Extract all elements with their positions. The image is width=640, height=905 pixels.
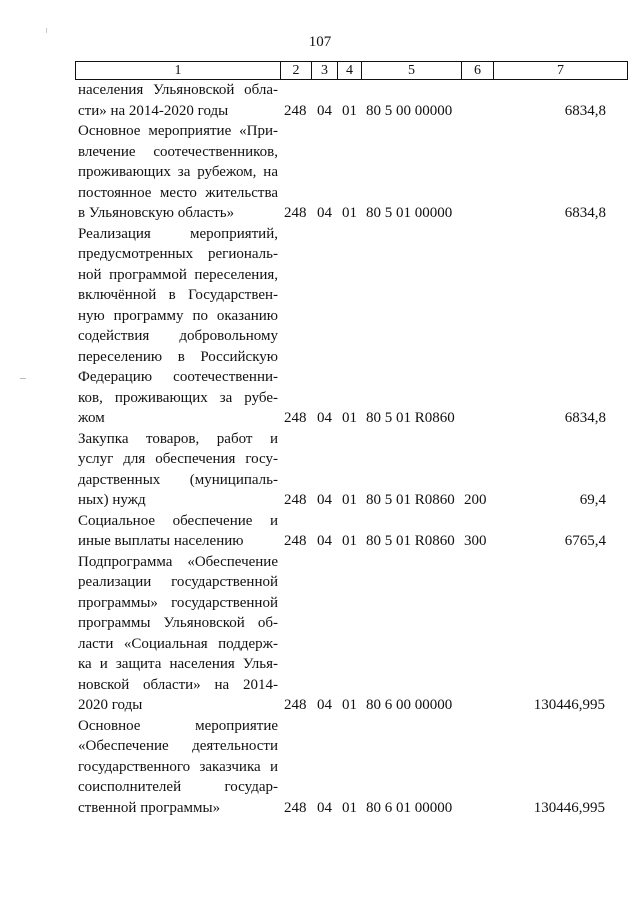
scan-artifact (46, 28, 47, 33)
description-line: «Обеспечение деятельности (78, 738, 278, 754)
target-article-code: 80 5 01 R0860 (366, 410, 455, 426)
ministry-code: 248 (284, 799, 307, 816)
table-row (0, 121, 640, 224)
target-article-code: 80 6 01 00000 (366, 799, 453, 816)
description-line: реализации государственной (78, 574, 278, 590)
subsection-code: 01 (342, 205, 357, 221)
table-row (0, 224, 640, 429)
column-header-2: 2 (281, 62, 312, 80)
column-header-1: 1 (76, 62, 281, 80)
row-description (78, 224, 278, 429)
row-values (0, 531, 640, 552)
target-article-code: 80 5 00 00000 (366, 102, 453, 119)
section-code: 04 (317, 799, 332, 816)
description-line: ственной программы» (78, 799, 221, 816)
section-code: 04 (317, 492, 332, 508)
subsection-code: 01 (342, 799, 357, 816)
description-line: Социальное обеспечение и (78, 512, 278, 529)
description-line: Основное мероприятие (78, 717, 278, 734)
subsection-code: 01 (342, 697, 357, 713)
subsection-code: 01 (342, 492, 357, 508)
column-header-5: 5 (362, 62, 462, 80)
amount: 6834,8 (564, 205, 606, 221)
description-line: предусмотренных региональ- (78, 246, 278, 262)
column-header-6: 6 (462, 62, 494, 80)
expense-type-code: 200 (464, 492, 487, 508)
description-line: услуг для обеспечения госу- (78, 451, 278, 467)
description-line: Реализация мероприятий, (78, 225, 278, 242)
target-article-code: 80 5 01 00000 (366, 205, 453, 221)
ministry-code: 248 (284, 492, 307, 508)
table-row (0, 429, 640, 511)
budget-rows (0, 80, 640, 818)
amount: 130446,995 (533, 697, 605, 713)
description-line: ласти «Социальная поддерж- (78, 635, 278, 652)
description-line: жом (78, 410, 105, 426)
amount: 6765,4 (564, 533, 606, 549)
description-line: ной программой переселения, (78, 266, 278, 283)
row-description (78, 552, 278, 716)
description-line: населения Ульяновской обла- (78, 82, 278, 98)
description-line: переселению в Российскую (78, 348, 278, 365)
table-row (0, 716, 640, 819)
ministry-code: 248 (284, 410, 307, 426)
expense-type-code: 300 (464, 533, 487, 549)
section-code: 04 (317, 533, 332, 549)
ministry-code: 248 (284, 533, 307, 549)
row-values (0, 408, 640, 429)
description-line: 2020 годы (78, 697, 143, 713)
amount: 6834,8 (564, 102, 606, 119)
amount: 6834,8 (564, 410, 606, 426)
description-line: ную программу по оказанию (78, 307, 278, 324)
description-line: сти» на 2014-2020 годы (78, 102, 229, 119)
description-line: Основное мероприятие «При- (78, 123, 278, 139)
column-header-4: 4 (338, 62, 362, 80)
column-header-7: 7 (494, 62, 628, 80)
section-code: 04 (317, 205, 332, 221)
table-row (0, 511, 640, 552)
target-article-code: 80 6 00 00000 (366, 697, 453, 713)
description-line: программы» государственной (78, 594, 278, 611)
subsection-code: 01 (342, 102, 357, 119)
description-line: проживающих за рубежом, на (78, 164, 278, 180)
ministry-code: 248 (284, 205, 307, 221)
description-line: ков, проживающих за рубе- (78, 389, 278, 406)
description-line: государственного заказчика и (78, 758, 278, 775)
row-values (0, 490, 640, 511)
column-header-table (75, 61, 628, 80)
subsection-code: 01 (342, 410, 357, 426)
ministry-code: 248 (284, 697, 307, 713)
amount: 130446,995 (533, 799, 605, 816)
amount: 69,4 (579, 492, 606, 508)
table-row (0, 80, 640, 121)
subsection-code: 01 (342, 533, 357, 549)
description-line: Федерацию соотечественни- (78, 369, 278, 385)
description-line: иные выплаты населению (78, 533, 244, 549)
description-line: постоянное место жительства (78, 184, 278, 201)
description-line: программы Ульяновской об- (78, 615, 278, 631)
description-line: включённой в Государствен- (78, 287, 278, 303)
page-number: 107 (308, 34, 332, 50)
row-values (0, 798, 640, 819)
description-line: влечение соотечественников, (78, 143, 278, 160)
section-code: 04 (317, 102, 332, 119)
section-code: 04 (317, 410, 332, 426)
row-values (0, 203, 640, 224)
column-header-3: 3 (312, 62, 338, 80)
table-row (0, 552, 640, 716)
description-line: Подпрограмма «Обеспечение (78, 553, 278, 570)
description-line: ных) нужд (78, 492, 146, 508)
description-line: содействия добровольному (78, 328, 278, 344)
description-line: новской области» на 2014- (78, 676, 278, 693)
description-line: в Ульяновскую область» (78, 205, 235, 221)
row-values (0, 695, 640, 716)
description-line: Закупка товаров, работ и (78, 430, 278, 447)
description-line: соисполнителей государ- (78, 779, 278, 795)
target-article-code: 80 5 01 R0860 (366, 533, 455, 549)
row-values (0, 101, 640, 122)
description-line: дарственных (муниципаль- (78, 471, 278, 488)
ministry-code: 248 (284, 102, 307, 119)
section-code: 04 (317, 697, 332, 713)
target-article-code: 80 5 01 R0860 (366, 492, 455, 508)
description-line: ка и защита населения Улья- (78, 656, 278, 672)
